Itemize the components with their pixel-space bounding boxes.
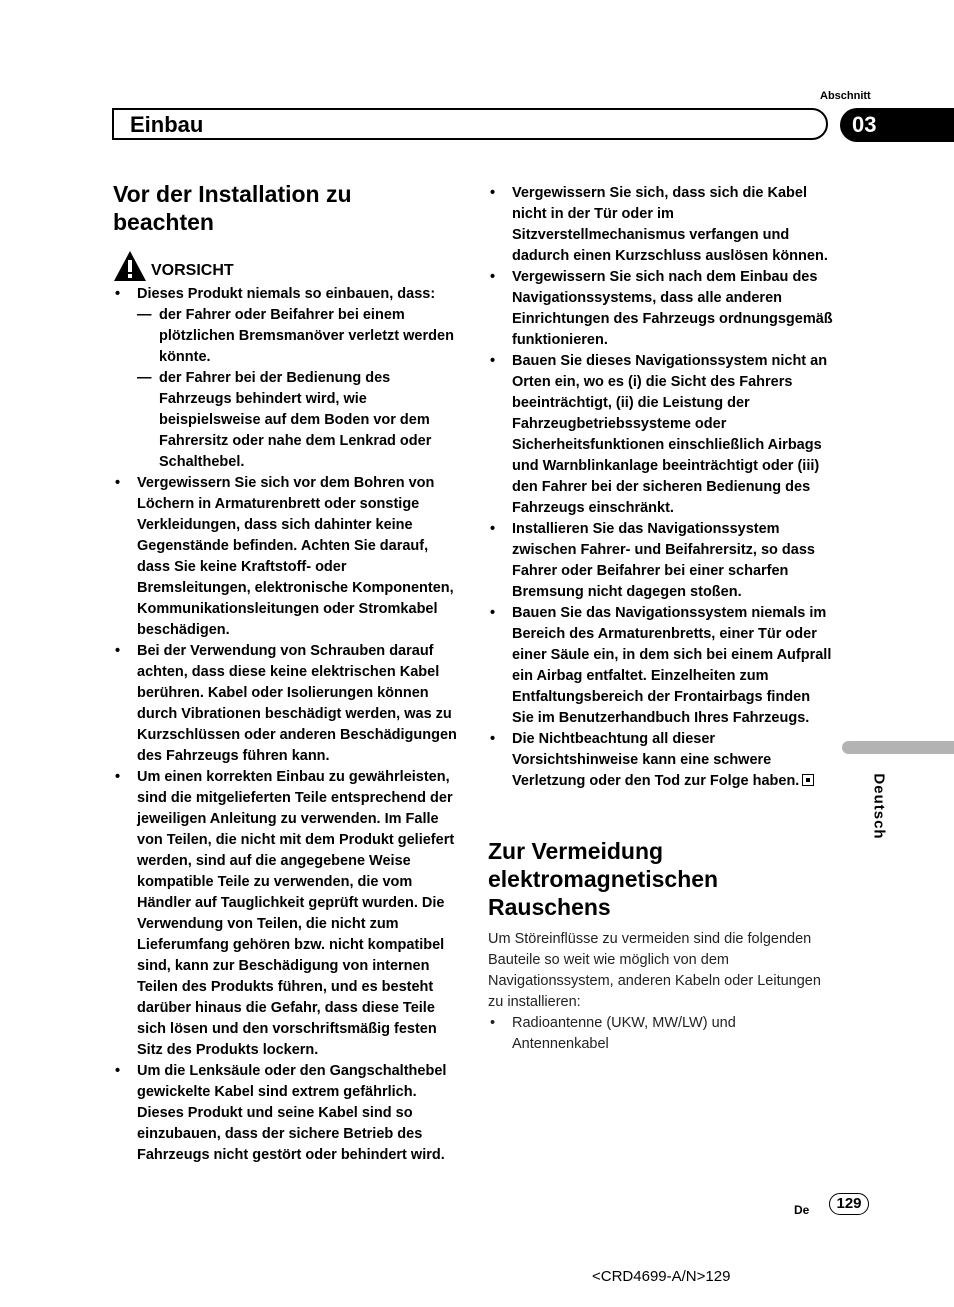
section-number-tab (840, 108, 954, 142)
bullet-icon: • (115, 286, 121, 302)
chapter-header (112, 108, 828, 140)
list-item (113, 767, 458, 1061)
bullet-icon: • (115, 475, 121, 491)
left-column (113, 180, 458, 1166)
bullet-icon: • (490, 1015, 496, 1031)
list-item (488, 519, 833, 603)
section-number: 03 (852, 112, 877, 137)
list-item (113, 1061, 458, 1166)
list-item-text: Installieren Sie das Navigationssystem zwischen Fahrer- und Beifahrersitz, so dass Fahrer oder Beifahrer bei einer scharfen Bremsung nicht dagegen stoßen. (512, 521, 815, 600)
footer-language-code: De (794, 1203, 810, 1217)
bullet-icon: • (490, 731, 496, 747)
list-item-text: Dieses Produkt niemals so einbauen, dass: (137, 286, 436, 302)
list-item (488, 603, 833, 729)
chapter-title: Einbau (130, 112, 204, 137)
list-item-text: Die Nichtbeachtung all dieser Vorsichtshinweise kann eine schwere Verletzung oder den Tod zur Folge haben. (512, 731, 800, 789)
sub-list-item (113, 368, 458, 473)
bullet-icon: • (490, 521, 496, 537)
page-number: 129 (829, 1193, 869, 1215)
bullet-icon: • (490, 185, 496, 201)
list-item (113, 473, 458, 641)
list-item-text: Vergewissern Sie sich vor dem Bohren von Löchern in Armaturenbrett oder sonstige Verkleidungen, dass sich dahinter keine Gegenstände befinden. Achten Sie darauf, dass Sie keine Kraftstoff- oder Bremsleitungen, elektronische Komponenten, Kommunikationsleitungen oder Stromkabel beschädigen. (137, 475, 454, 638)
section-title-noise: Zur Vermeidung elektromagnetischen Rauschens (488, 838, 719, 920)
caution-heading (113, 250, 458, 284)
language-tab-bar (842, 741, 954, 754)
dash-icon: — (137, 370, 152, 386)
bullet-icon: • (115, 769, 121, 785)
caution-list-continued (488, 183, 833, 792)
noise-list (488, 1013, 833, 1055)
right-column (488, 183, 833, 1055)
section-title-installation: Vor der Installation zu beachten (113, 181, 352, 235)
warning-triangle-icon (113, 250, 147, 282)
list-item-text: Vergewissern Sie sich, dass sich die Kabel nicht in der Tür oder im Sitzverstellmechanismus verfangen und dadurch einen Kurzschluss auslösen können. (512, 185, 828, 264)
bullet-icon: • (115, 1063, 121, 1079)
caution-list (113, 284, 458, 1166)
sub-list-item-text: der Fahrer oder Beifahrer bei einem plötzlichen Bremsmanöver verletzt werden könnte. (159, 307, 454, 365)
list-item-text: Radioantenne (UKW, MW/LW) und Antennenkabel (512, 1015, 736, 1052)
bullet-icon: • (490, 353, 496, 369)
bullet-icon: • (115, 643, 121, 659)
dash-icon: — (137, 307, 152, 323)
list-item-text: Vergewissern Sie sich nach dem Einbau des Navigationssystems, dass alle anderen Einrichtungen des Fahrzeugs ordnungsgemäß funktionieren. (512, 269, 833, 348)
bullet-icon: • (490, 269, 496, 285)
list-item-text: Bauen Sie dieses Navigationssystem nicht an Orten ein, wo es (i) die Sicht des Fahrers beeinträchtigt, (ii) die Leistung der Fahrzeugbetriebssysteme oder Sicherheitsfunktionen einschließlich Airbags und Warnblinkanlage beeinträchtigt oder (iii) den Fahrer bei der sicheren Bedienung des Fahrzeugs einschränkt. (512, 353, 828, 516)
section-label: Abschnitt (820, 90, 871, 102)
list-item (488, 729, 833, 792)
bullet-icon: • (490, 605, 496, 621)
document-code: <CRD4699-A/N>129 (592, 1268, 731, 1285)
list-item-text: Bauen Sie das Navigationssystem niemals im Bereich des Armaturenbretts, einer Tür oder einer Säule ein, in dem sich bei einem Aufprall ein Airbag entfaltet. Einzelheiten zum Entfaltungsbereich der Frontairbags finden Sie im Benutzerhandbuch Ihres Fahrzeugs. (512, 605, 832, 726)
list-item (488, 183, 833, 267)
end-of-section-icon (802, 774, 814, 786)
list-item (488, 351, 833, 519)
sub-list-item (113, 305, 458, 368)
language-tab-label: Deutsch (870, 773, 888, 840)
list-item-text: Um die Lenksäule oder den Gangschalthebel gewickelte Kabel sind extrem gefährlich. Dieses Produkt und seine Kabel sind so einzubauen, dass der sichere Betrieb des Fahrzeugs nicht gestört oder behindert wird. (137, 1063, 447, 1163)
sub-list-item-text: der Fahrer bei der Bedienung des Fahrzeugs behindert wird, wie beispielsweise auf dem Boden vor dem Fahrersitz oder nahe dem Lenkrad oder Schalthebel. (159, 370, 432, 470)
list-item-text: Um einen korrekten Einbau zu gewährleisten, sind die mitgelieferten Teile entsprechend der jeweiligen Anleitung zu verwenden. Im Falle von Teilen, die nicht mit dem Produkt geliefert werden, sind auf die angegebene Weise kompatible Teile zu verwenden, die vom Händler auf Tauglichkeit geprüft wurden. Die Verwendung von Teilen, die nicht zum Lieferumfang gehören bzw. nicht kompatibel sind, kann zur Beschädigung von internen Teilen des Produkts führen, und es besteht darüber hinaus die Gefahr, dass diese Teile sich lösen und den vorschriftsmäßig festen Sitz des Produkts lockern. (137, 769, 455, 1058)
list-item (488, 1013, 833, 1055)
list-item (488, 267, 833, 351)
caution-label: VORSICHT (151, 262, 234, 279)
noise-intro-paragraph: Um Störeinflüsse zu vermeiden sind die folgenden Bauteile so weit wie möglich von dem Navigationssystem, anderen Kabeln oder Leitungen zu installieren: (488, 931, 821, 1010)
list-item-text: Bei der Verwendung von Schrauben darauf achten, dass diese keine elektrischen Kabel berühren. Kabel oder Isolierungen können durch Vibrationen beschädigt werden, was zu Kurzschlüssen oder anderen Beschädigungen des Fahrzeugs führen kann. (137, 643, 457, 764)
list-item (113, 284, 458, 305)
list-item (113, 641, 458, 767)
